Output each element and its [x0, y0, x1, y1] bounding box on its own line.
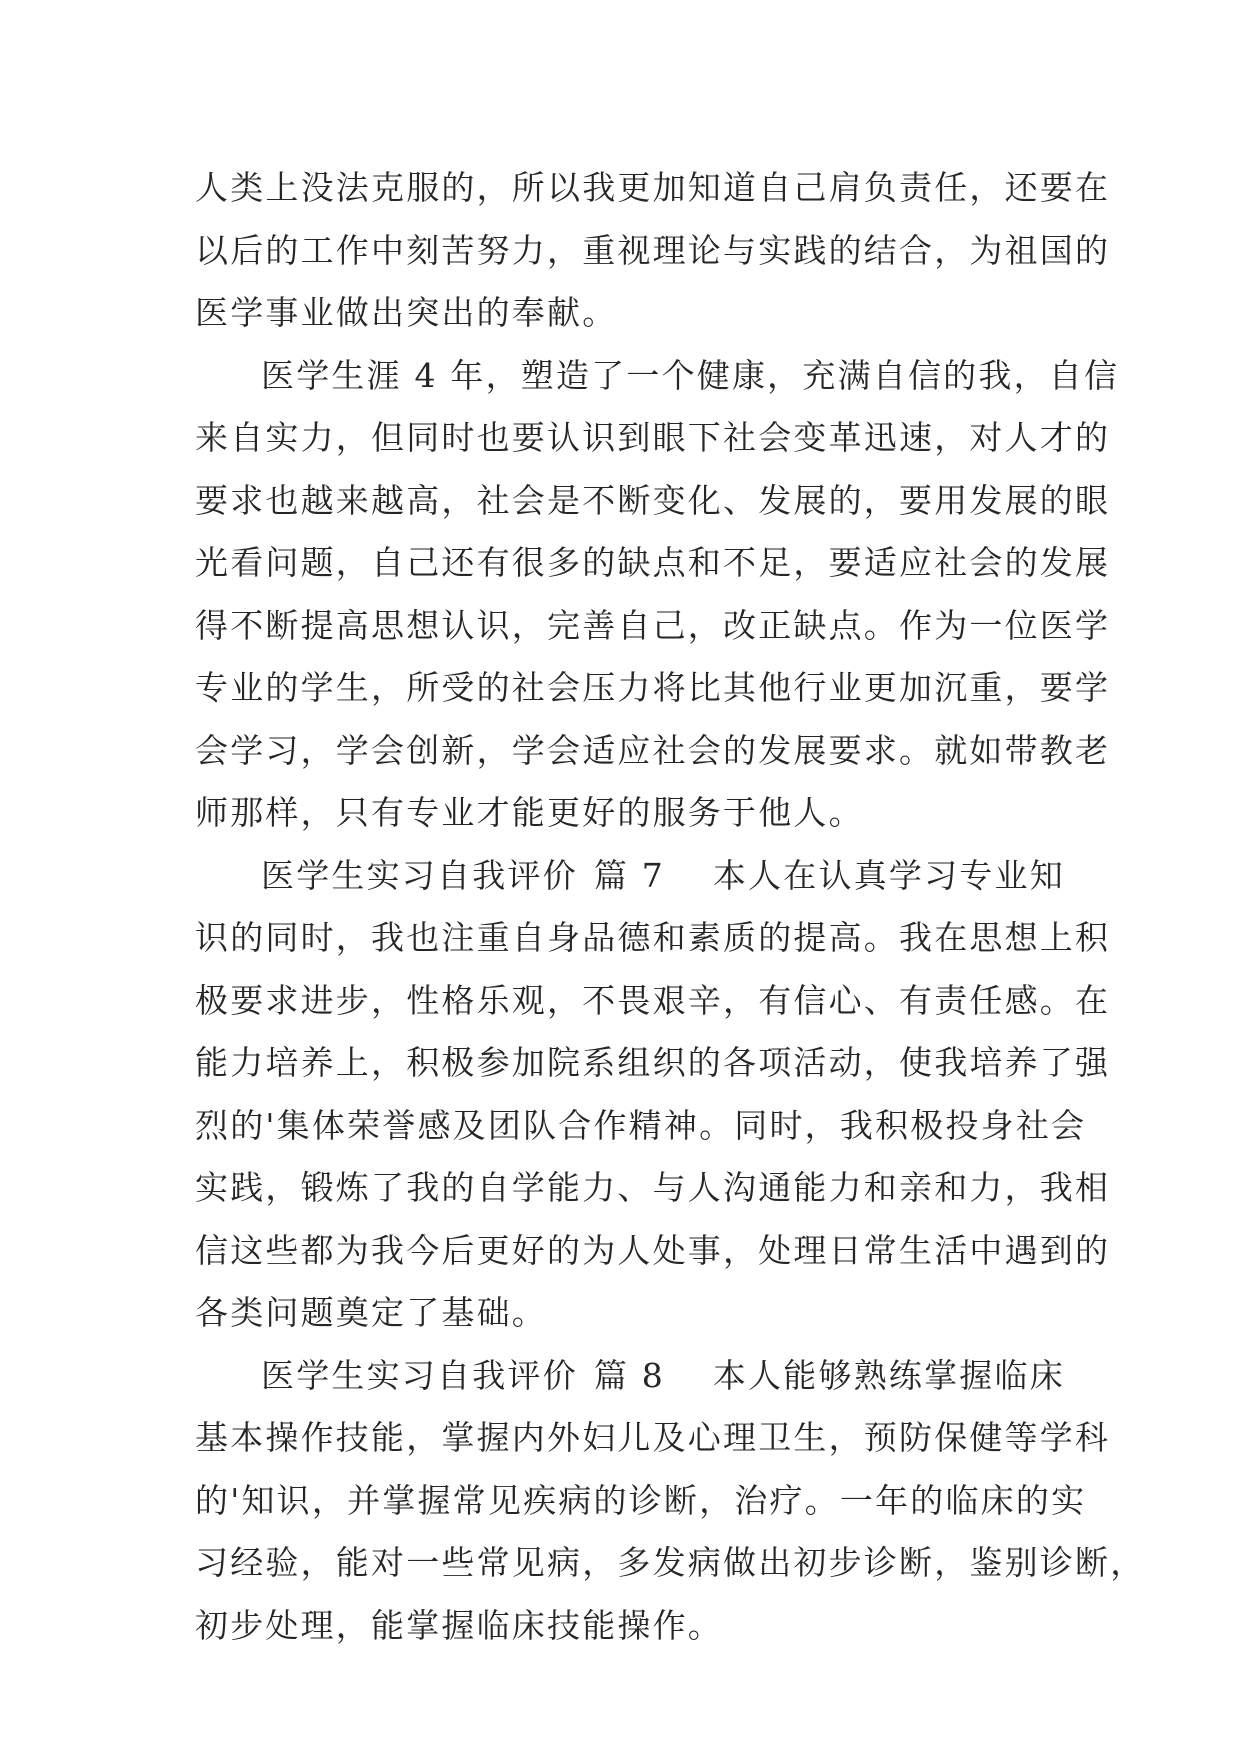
text-line: 信这些都为我今后更好的为人处事，处理日常生活中遇到的: [195, 1230, 1111, 1270]
text-line: 来自实力，但同时也要认识到眼下社会变革迅速，对人才的: [195, 418, 1111, 457]
section-title: 医学生实习自我评价: [261, 1355, 578, 1395]
text-line: 的'知识，并掌握常见疾病的诊断，治疗。一年的临床的实: [195, 1480, 1087, 1520]
text-line: 人类上没法克服的，所以我更加知道自己肩负责任，还要在: [195, 168, 1111, 207]
section-number: 篇 7: [593, 855, 665, 895]
text-line: 能力培养上，积极参加院系组织的各项活动，使我培养了强: [195, 1043, 1111, 1082]
text-line: 以后的工作中刻苦努力，重视理论与实践的结合，为祖国的: [195, 230, 1111, 270]
text-line: 识的同时，我也注重自身品德和素质的提高。我在思想上积: [195, 918, 1111, 957]
text-line: 师那样，只有专业才能更好的服务于他人。: [195, 793, 864, 832]
paragraph-section-8: [195, 1345, 1146, 1658]
section-first-line: 本人在认真学习专业知: [712, 855, 1065, 895]
text-line: 极要求进步，性格乐观，不畏艰辛，有信心、有责任感。在: [195, 980, 1111, 1020]
text-line: 医学生涯 4 年，塑造了一个健康，充满自信的我，自信: [261, 355, 1120, 395]
text-line: 专业的学生，所受的社会压力将比其他行业更加沉重，要学: [195, 668, 1111, 707]
text-line: 医学事业做出突出的奉献。: [195, 293, 618, 332]
text-line: 习经验，能对一些常见病，多发病做出初步诊断，鉴别诊断，: [195, 1543, 1146, 1582]
text-line: 光看问题，自己还有很多的缺点和不足，要适应社会的发展: [195, 543, 1111, 582]
text-line: 烈的'集体荣誉感及团队合作精神。同时，我积极投身社会: [195, 1105, 1087, 1145]
text-line: 实践，锻炼了我的自学能力、与人沟通能力和亲和力，我相: [195, 1168, 1111, 1207]
paragraph-section-7: [195, 845, 1111, 1345]
section-heading-line: [195, 1345, 1065, 1408]
text-line: 要求也越来越高，社会是不断变化、发展的，要用发展的眼: [195, 480, 1111, 520]
text-line: 初步处理，能掌握临床技能操作。: [195, 1605, 723, 1645]
paragraph-continuation: [195, 157, 1111, 345]
text-line: 基本操作技能，掌握内外妇儿及心理卫生，预防保健等学科: [195, 1418, 1111, 1457]
section-heading-line: [195, 845, 1065, 908]
document-body: [195, 157, 1146, 1657]
paragraph-career: [195, 345, 1120, 845]
text-line: 各类问题奠定了基础。: [195, 1293, 547, 1332]
section-title: 医学生实习自我评价: [261, 855, 578, 895]
section-number: 篇 8: [593, 1355, 665, 1395]
text-line: 得不断提高思想认识，完善自己，改正缺点。作为一位医学: [195, 605, 1111, 645]
text-line: 会学习，学会创新，学会适应社会的发展要求。就如带教老: [195, 730, 1111, 770]
section-first-line: 本人能够熟练掌握临床: [712, 1355, 1065, 1395]
